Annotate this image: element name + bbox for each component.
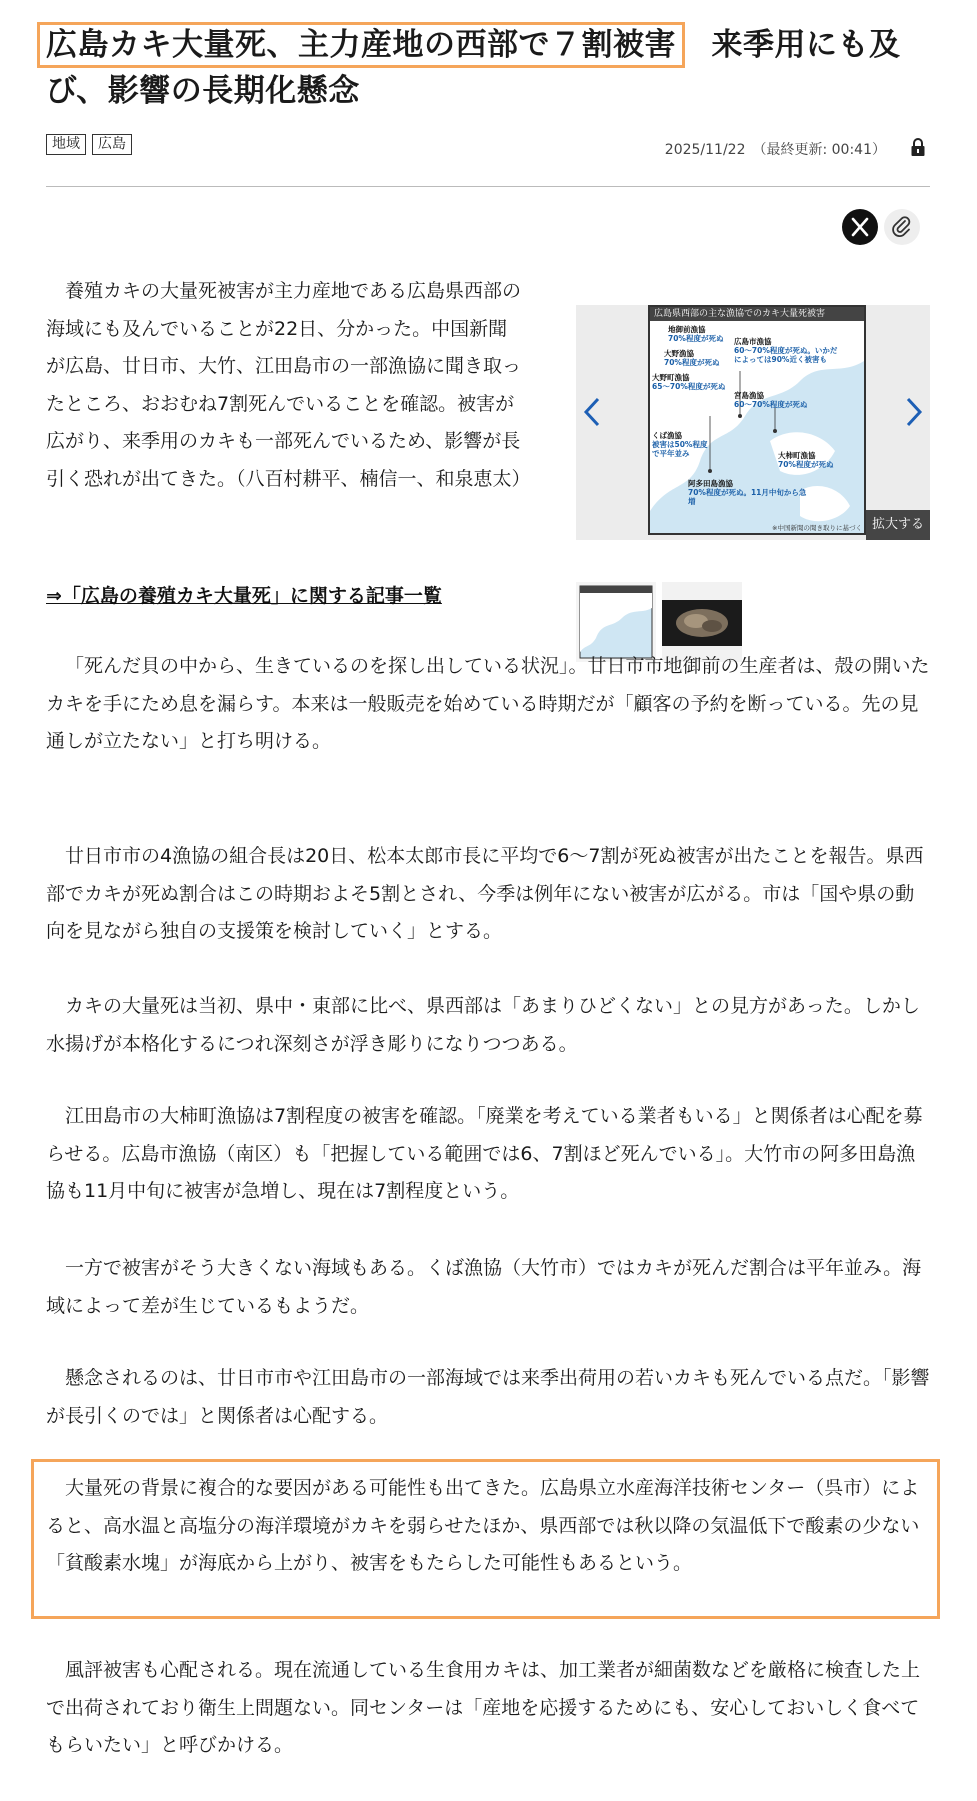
map-footnote: ※中国新聞の聞き取りに基づく (772, 524, 862, 532)
divider (46, 186, 930, 187)
article-meta (46, 133, 930, 159)
damage-map-image (648, 305, 866, 535)
paragraph-7: 大量死の背景に複合的な要因がある可能性も出てきた。広島県立水産海洋技術センター（呉市）によると、高水温と高塩分の海洋環境がカキを弱らせたほか、県西部では秋以降の気温低下で酸素の少ない「貧酸素水塊」が海底から上がり、被害をもたらした可能性もあるという。 (46, 1477, 920, 1574)
image-gallery[interactable] (576, 305, 930, 540)
lock-icon (910, 137, 926, 157)
chevron-left-icon[interactable] (578, 387, 608, 437)
paperclip-icon (884, 209, 920, 245)
map-label-hiroshima: 広島市漁協 60〜70%程度が死ぬ。いかだによっては90%近く被害も (734, 337, 838, 364)
paragraph-1: 「死んだ貝の中から、生きているのを探し出している状況」。廿日市市地御前の生産者は、殻の開いたカキを手にため息を漏らす。本来は一般販売を始めている時期だが「顧客の予約を断っている。先の見通しが立たない」と打ち明ける。 (46, 655, 930, 752)
paragraph-6: 懸念されるのは、廿日市市や江田島市の一部海域では来季出荷用の若いカキも死んでいる点だ。「影響が長引くのでは」と関係者は心配する。 (46, 1367, 930, 1427)
map-label-jigozen: 地御前漁協 70%程度が死ぬ (668, 325, 724, 343)
title-rest: 来季用にも及び、影響の長期化懸念 (46, 27, 901, 109)
map-label-onocho: 大野町漁協 65〜70%程度が死ぬ (652, 373, 726, 391)
lead-paragraph: 養殖カキの大量死被害が主力産地である広島県西部の海域にも及んでいることが22日、分かった。中国新聞が広島、廿日市、大竹、江田島市の一部漁協に聞き取ったところ、おおむね7割死んでいることを確認。被害が広がり、来季用のカキも一部死んでいるため、影響が長引く恐れが出てきた。（八百村耕平、楠信一、和泉恵太） (46, 280, 531, 490)
related-articles-link[interactable]: ⇒「広島の養殖カキ大量死」に関する記事一覧 (46, 585, 442, 607)
map-label-miyajima: 宮島漁協 60〜70%程度が死ぬ (734, 391, 808, 409)
map-title: 広島県西部の主な漁協でのカキ大量死被害 (650, 307, 864, 321)
x-logo-icon (842, 209, 878, 245)
copy-link-button[interactable] (884, 209, 920, 245)
map-label-kuba: くば漁協 被害は50%程度で平年並み (652, 431, 708, 458)
map-label-atatajima: 阿多田島漁協 70%程度が死ぬ。11月中旬から急増 (688, 479, 807, 506)
paragraph-2: 廿日市市の4漁協の組合長は20日、松本太郎市長に平均で6〜7割が死ぬ被害が出たことを報告。県西部でカキが死ぬ割合はこの時期およそ5割とされ、今季は例年にない被害が広がる。市は「国や県の動向を見ながら独自の支援策を検討していく」とする。 (46, 845, 924, 942)
paragraph-3: カキの大量死は当初、県中・東部に比べ、県西部は「あまりひどくない」との見方があった。しかし水揚げが本格化するにつれ深刻さが浮き彫りになりつつある。 (46, 995, 920, 1055)
paragraph-5: 一方で被害がそう大きくない海域もある。くば漁協（大竹市）ではカキが死んだ割合は平年並み。海域によって差が生じているもようだ。 (46, 1257, 922, 1317)
map-label-ono: 大野漁協 70%程度が死ぬ (664, 349, 720, 367)
paragraph-8: 風評被害も心配される。現在流通している生食用カキは、加工業者が細菌数などを厳格に検査した上で出荷されており衛生上問題ない。同センターは「産地を応援するためにも、安心しておいしく食べてもらいたい」と呼びかける。 (46, 1659, 921, 1756)
chevron-right-icon[interactable] (898, 387, 928, 437)
tag-region[interactable]: 地域 (46, 134, 86, 155)
publish-date: 2025/11/22 （最終更新: 00:41） (664, 142, 886, 158)
tag-hiroshima[interactable]: 広島 (92, 134, 132, 155)
article-title (46, 22, 930, 114)
paragraph-4: 江田島市の大柿町漁協は7割程度の被害を確認。「廃業を考えている業者もいる」と関係者は心配を募らせる。広島市漁協（南区）も「把握している範囲では6、7割ほど死んでいる」。大竹市の阿多田島漁協も11月中旬に被害が急増し、現在は7割程度という。 (46, 1105, 923, 1202)
map-label-ogakicho: 大柿町漁協 70%程度が死ぬ (778, 451, 834, 469)
share-x-button[interactable] (842, 209, 878, 245)
expand-button[interactable]: 拡大する (866, 510, 930, 540)
title-highlight: 広島カキ大量死、主力産地の西部で７割被害 (42, 27, 680, 63)
